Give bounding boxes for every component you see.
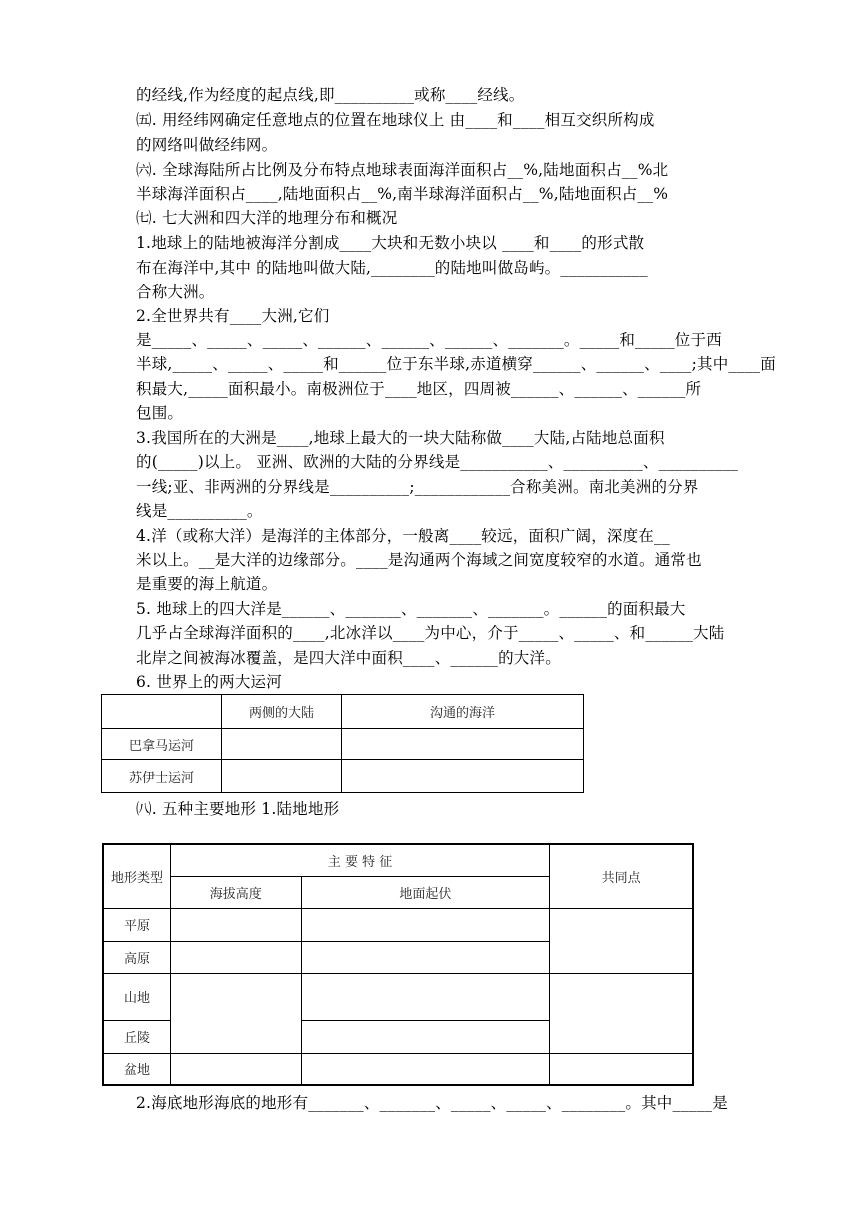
text-line: 3.我国所在的大洲是____,地球上最大的一块大陆称做____大陆,占陆地总面积 <box>136 429 665 447</box>
table-header-cell: 沟通的海洋 <box>342 695 584 729</box>
text-line: 北岸之间被海冰覆盖，是四大洋中面积____、______的大洋。 <box>136 649 561 667</box>
table-cell <box>550 908 693 973</box>
text-line: 几乎占全球海洋面积的____,北冰洋以____为中心，介于_____、_____、和______大陆 <box>136 624 725 642</box>
text-line: 合称大洲。 <box>136 283 215 301</box>
text-line: ㈥. 全球海陆所占比例及分布特点地球表面海洋面积占__%,陆地面积占__%北 <box>136 161 669 179</box>
text-line: 半球,_____、_____、_____和______位于东半球,赤道横穿______、______、____;其中____面 <box>136 355 776 373</box>
table-row <box>103 1053 693 1085</box>
landform-name: 丘陵 <box>103 1020 170 1053</box>
section-heading: ㈦. 七大洲和四大洋的地理分布和概况 <box>136 209 398 227</box>
text-line: ㈤. 用经纬网确定任意地点的位置在地球仪上 由____和____相互交织所构成 <box>136 111 655 129</box>
table-cell <box>550 973 693 1053</box>
table-cell <box>301 1053 550 1085</box>
table-cell <box>550 1053 693 1085</box>
text-line: 1.地球上的陆地被海洋分割成____大块和无数小块以 ____和____的形式散 <box>136 234 645 252</box>
text-line: 5. 地球上的四大洋是______、_______、_______、_______。______的面积最大 <box>136 600 686 618</box>
canal-name: 苏伊士运河 <box>102 760 222 793</box>
table-cell <box>342 729 584 760</box>
landform-name: 高原 <box>103 941 170 973</box>
table-header-cell: 共同点 <box>550 844 693 908</box>
text-line: 一线;亚、非两洲的分界线是__________;____________合称美洲。南北美洲的分界 <box>136 478 699 496</box>
canal-table <box>101 694 584 793</box>
text-line: 2.海底地形海底的地形有_______、_______、_____、_____、________。其中_____是 <box>136 1094 728 1112</box>
text-line: 2.全世界共有____大洲,它们 <box>136 307 330 325</box>
table-cell <box>222 760 342 793</box>
table-cell <box>170 908 301 941</box>
table-header-cell: 海拔高度 <box>170 876 301 908</box>
text-line: 米以上。__是大洋的边缘部分。____是沟通两个海域之间宽度较窄的水道。通常也 <box>136 551 702 569</box>
table-row <box>103 908 693 941</box>
table-cell <box>170 1053 301 1085</box>
text-line: 布在海洋中,其中 的陆地叫做大陆,________的陆地叫做岛屿。___________ <box>136 259 648 277</box>
landform-name: 山地 <box>103 973 170 1020</box>
text-line: 半球海洋面积占____,陆地面积占__%,南半球海洋面积占__%,陆地面积占__% <box>136 185 669 203</box>
section-heading: ㈧. 五种主要地形 1.陆地地形 <box>136 800 340 818</box>
text-line: 的(_____)以上。 亚洲、欧洲的大陆的分界线是___________、__________、__________ <box>136 453 739 471</box>
table-cell <box>301 1020 550 1053</box>
landform-name: 平原 <box>103 908 170 941</box>
table-header-cell: 地形类型 <box>103 844 170 908</box>
table-cell <box>170 973 301 1053</box>
text-line: 是_____、_____、_____、______、______、______、_______。_____和_____位于西 <box>136 331 722 349</box>
text-line: 的经线,作为经度的起点线,即__________或称____经线。 <box>136 86 525 104</box>
text-line: 包围。 <box>136 404 184 422</box>
landform-name: 盆地 <box>103 1053 170 1085</box>
table-cell <box>301 941 550 973</box>
canal-name: 巴拿马运河 <box>102 729 222 760</box>
section-heading: 6. 世界上的两大运河 <box>136 673 282 691</box>
table-row <box>102 760 584 793</box>
text-line: 线是__________。 <box>136 502 263 520</box>
table-row <box>102 729 584 760</box>
table-header-cell: 主 要 特 征 <box>170 844 549 876</box>
table-cell <box>301 908 550 941</box>
text-line: 是重要的海上航道。 <box>136 575 278 593</box>
table-header-cell: 地面起伏 <box>301 876 550 908</box>
table-cell <box>222 729 342 760</box>
text-line: 积最大,_____面积最小。南极洲位于____地区，四周被______、______、______所 <box>136 380 702 398</box>
landform-table <box>102 843 694 1086</box>
table-header-cell <box>102 695 222 729</box>
text-line: 4.洋（或称大洋）是海洋的主体部分，一般离____较远，面积广阔，深度在__ <box>136 527 670 545</box>
table-row <box>103 973 693 1020</box>
table-cell <box>342 760 584 793</box>
table-cell <box>301 973 550 1020</box>
table-cell <box>170 941 301 973</box>
text-line: 的网络叫做经纬网。 <box>136 136 278 154</box>
table-header-cell: 两侧的大陆 <box>222 695 342 729</box>
